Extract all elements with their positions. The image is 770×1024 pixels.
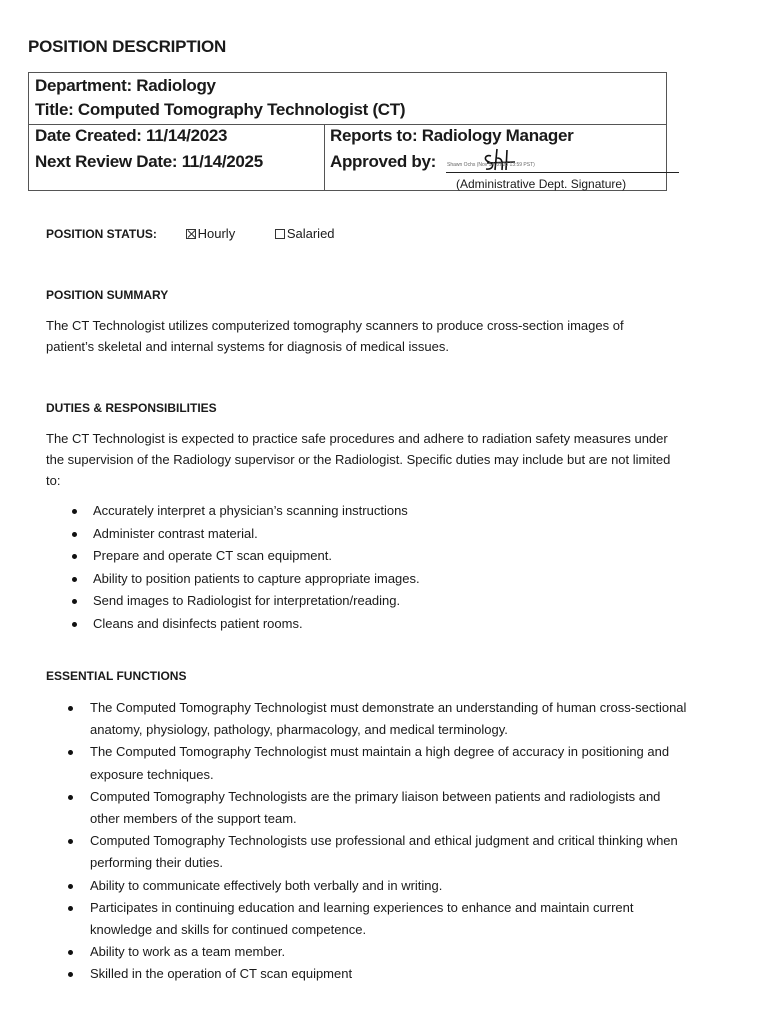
list-item: Computed Tomography Technologists are the primary liaison between patients and radiologists and other members of the support team. — [46, 786, 691, 830]
list-item: The Computed Tomography Technologist must maintain a high degree of accuracy in positioning and exposure techniques. — [46, 741, 691, 785]
header-info-box — [28, 72, 667, 191]
next-review-field: Next Review Date: 11/14/2025 — [35, 152, 263, 171]
list-item: Ability to communicate effectively both verbally and in writing. — [46, 875, 691, 897]
list-item: Skilled in the operation of CT scan equipment — [46, 963, 691, 985]
unchecked-box-icon[interactable] — [275, 229, 285, 239]
list-item: Participates in continuing education and learning experiences to enhance and maintain current knowledge and skills for continued competence. — [46, 897, 691, 941]
list-item: Ability to position patients to capture appropriate images. — [46, 568, 696, 591]
duties-heading: DUTIES & RESPONSIBILITIES — [46, 401, 217, 415]
hourly-label: Hourly — [197, 226, 236, 241]
date-created-field: Date Created: 11/14/2023 — [35, 126, 228, 145]
list-item: The Computed Tomography Technologist must demonstrate an understanding of human cross-sectional anatomy, physiology, pathology, pharmacology, and medical terminology. — [46, 697, 691, 741]
signature-stamp: Shawn Ochs (Nov 14, 2023 13:59 PST) — [447, 162, 535, 168]
summary-text: The CT Technologist utilizes computerized tomography scanners to produce cross-section images of patient’s skeletal and internal systems for diagnosis of medical issues. — [46, 318, 624, 354]
header-divider — [29, 124, 666, 125]
status-option-salaried[interactable] — [275, 226, 335, 241]
list-item: Send images to Radiologist for interpretation/reading. — [46, 590, 696, 613]
header-column-divider — [324, 124, 325, 191]
duties-list — [46, 500, 696, 636]
essential-functions-list — [46, 697, 691, 986]
list-item: Administer contrast material. — [46, 523, 696, 546]
salaried-label: Salaried — [286, 226, 335, 241]
document-title: POSITION DESCRIPTION — [28, 37, 227, 56]
signature-caption: (Administrative Dept. Signature) — [456, 177, 627, 191]
reports-to-field: Reports to: Radiology Manager — [330, 126, 574, 145]
list-item: Ability to work as a team member. — [46, 941, 691, 963]
job-title-field: Title: Computed Tomography Technologist (CT) — [35, 100, 406, 119]
list-item: Computed Tomography Technologists use professional and ethical judgment and critical thinking when performing their duties. — [46, 830, 691, 874]
status-option-hourly[interactable] — [186, 226, 236, 241]
position-status-label: POSITION STATUS: — [46, 227, 157, 241]
duties-intro: The CT Technologist is expected to practice safe procedures and adhere to radiation safety measures under the supervision of the Radiology supervisor or the Radiologist. Specific duties may include but are not limited to: — [46, 431, 671, 488]
list-item: Cleans and disinfects patient rooms. — [46, 613, 696, 636]
checked-box-icon[interactable] — [186, 229, 196, 239]
list-item: Prepare and operate CT scan equipment. — [46, 545, 696, 568]
approved-by-label: Approved by: — [330, 152, 436, 171]
essential-functions-heading: ESSENTIAL FUNCTIONS — [46, 669, 187, 683]
list-item: Accurately interpret a physician’s scanning instructions — [46, 500, 696, 523]
signature-line — [446, 172, 679, 173]
position-status-row — [46, 226, 371, 241]
summary-heading: POSITION SUMMARY — [46, 288, 169, 302]
department-field: Department: Radiology — [35, 76, 216, 95]
